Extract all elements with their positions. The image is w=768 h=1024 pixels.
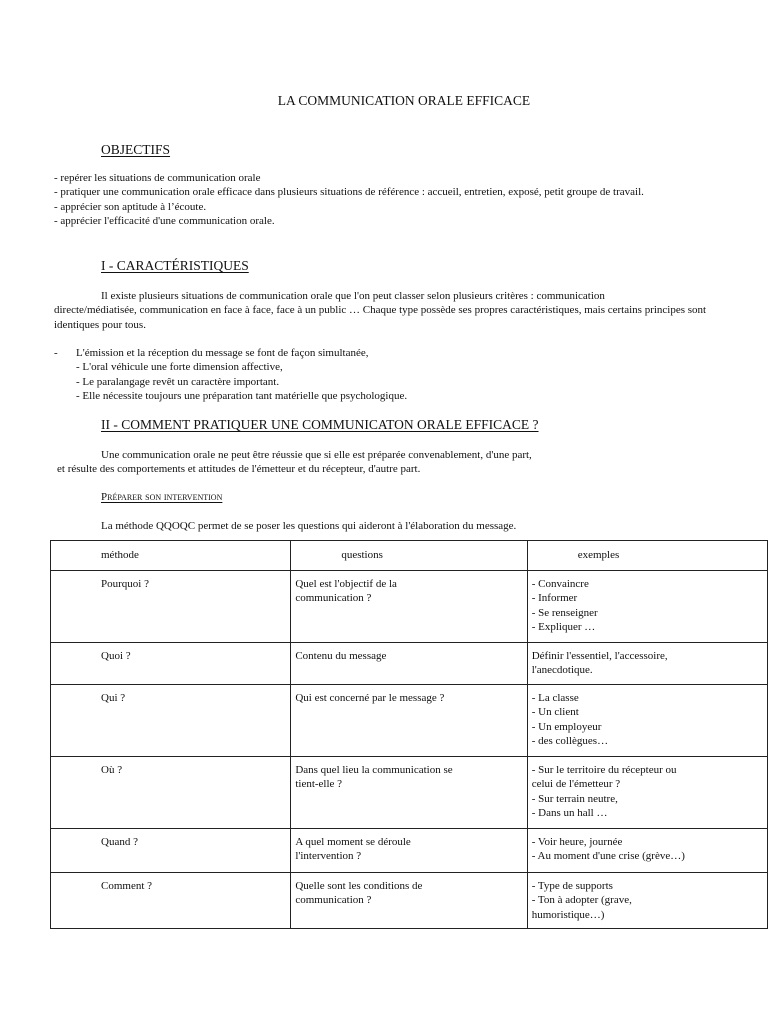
- cell-line: - Informer: [531, 592, 578, 605]
- section-1-heading: I - CARACTÉRISTIQUES: [101, 258, 249, 273]
- cell-line: A quel moment se déroule: [295, 836, 411, 848]
- cell-line: - Convaincre: [531, 578, 589, 590]
- section-2-heading: II - COMMENT PRATIQUER UNE COMMUNICATON ORALE EFFICACE ?: [101, 417, 539, 432]
- cell-questions: [291, 685, 527, 757]
- cell-line: l'anecdotique.: [531, 664, 593, 677]
- objectif-item: - repérer les situations de communication orale: [54, 172, 261, 184]
- cell-line: communication ?: [295, 592, 372, 605]
- cell-line: - Sur terrain neutre,: [531, 792, 618, 805]
- cell-methode: Quand ?: [51, 829, 291, 873]
- section-2-paragraph: [54, 448, 714, 477]
- cell-line: humoristique…): [531, 908, 605, 921]
- cell-line: - des collègues…: [531, 735, 609, 748]
- cell-line: Quel est l'objectif de la: [295, 578, 397, 590]
- cell-methode: Qui ?: [51, 685, 291, 757]
- paragraph-line: et résulte des comportements et attitudes de l'émetteur et du récepteur, d'autre part.: [57, 463, 421, 476]
- cell-line: communication ?: [295, 894, 372, 907]
- cell-line: Quelle sont les conditions de: [295, 880, 423, 892]
- objectif-item: - pratiquer une communication orale efficace dans plusieurs situations de référence : accueil, entretien, exposé, petit groupe de travail.: [54, 186, 644, 199]
- subheading-preparer: Préparer son intervention: [101, 491, 223, 503]
- list-item-text: L'émission et la réception du message se font de façon simultanée,: [76, 347, 369, 359]
- method-intro: La méthode QQOQC permet de se poser les questions qui aideront à l'élaboration du message.: [101, 520, 517, 532]
- paragraph-line: Une communication orale ne peut être réussie que si elle est préparée convenablement, d'une part,: [101, 449, 532, 461]
- table-row: [51, 873, 768, 929]
- column-header-methode: méthode: [51, 541, 291, 571]
- table-row: [51, 685, 768, 757]
- column-header-questions: questions: [291, 541, 527, 571]
- table-row: [51, 757, 768, 829]
- cell-line: Contenu du message: [295, 650, 387, 662]
- table-row: [51, 643, 768, 685]
- objectifs-heading: OBJECTIFS: [101, 142, 171, 157]
- cell-line: - Voir heure, journée: [531, 836, 623, 848]
- cell-questions: [291, 571, 527, 643]
- cell-line: Dans quel lieu la communication se: [295, 764, 453, 776]
- table-header-row: [51, 541, 768, 571]
- bullet-dash: -: [54, 347, 58, 359]
- characteristics-list: [54, 346, 714, 404]
- cell-line: - La classe: [531, 692, 579, 704]
- section-1-paragraph: [54, 289, 714, 332]
- cell-questions: [291, 643, 527, 685]
- cell-exemples: [527, 685, 767, 757]
- cell-questions: [291, 829, 527, 873]
- list-item: - Elle nécessite toujours une préparation tant matérielle que psychologique.: [76, 390, 408, 403]
- cell-line: - Se renseigner: [531, 606, 598, 619]
- cell-line: Définir l'essentiel, l'accessoire,: [531, 650, 668, 662]
- list-item: [54, 346, 714, 360]
- cell-exemples: [527, 873, 767, 929]
- cell-line: - Dans un hall …: [531, 807, 608, 820]
- cell-line: - Sur le territoire du récepteur ou: [531, 764, 677, 776]
- objectif-item: - apprécier son aptitude à l’écoute.: [54, 200, 207, 213]
- cell-exemples: [527, 571, 767, 643]
- cell-methode: Comment ?: [51, 873, 291, 929]
- cell-line: - Ton à adopter (grave,: [531, 894, 632, 907]
- cell-line: - Au moment d'une crise (grève…): [531, 850, 685, 863]
- cell-exemples: [527, 829, 767, 873]
- column-header-exemples: exemples: [527, 541, 767, 571]
- cell-exemples: [527, 757, 767, 829]
- cell-line: - Type de supports: [531, 880, 613, 892]
- qqoqc-table: [50, 540, 768, 929]
- cell-line: - Expliquer …: [531, 621, 596, 634]
- cell-line: Qui est concerné par le message ?: [295, 692, 445, 704]
- paragraph-line: directe/médiatisée, communication en face à face, face à un public … Chaque type possède ses propres caractéristiques, mais certains principes sont identiques pour tous.: [54, 304, 707, 331]
- list-item: - L'oral véhicule une forte dimension affective,: [76, 361, 283, 374]
- list-item: - Le paralangage revêt un caractère important.: [76, 375, 280, 388]
- cell-questions: [291, 873, 527, 929]
- page-title: LA COMMUNICATION ORALE EFFICACE: [277, 93, 531, 108]
- cell-line: - Un client: [531, 706, 579, 719]
- cell-methode: Pourquoi ?: [51, 571, 291, 643]
- cell-line: tient-elle ?: [295, 778, 343, 791]
- table-row: [51, 571, 768, 643]
- cell-exemples: [527, 643, 767, 685]
- cell-line: - Un employeur: [531, 720, 602, 733]
- cell-methode: Quoi ?: [51, 643, 291, 685]
- cell-line: celui de l'émetteur ?: [531, 778, 621, 791]
- objectifs-list: [54, 171, 714, 229]
- cell-methode: Où ?: [51, 757, 291, 829]
- table-row: [51, 829, 768, 873]
- cell-questions: [291, 757, 527, 829]
- objectif-item: - apprécier l'efficacité d'une communication orale.: [54, 215, 275, 228]
- cell-line: l'intervention ?: [295, 850, 362, 863]
- paragraph-line: Il existe plusieurs situations de communication orale que l'on peut classer selon plusieurs critères : communication: [101, 290, 605, 302]
